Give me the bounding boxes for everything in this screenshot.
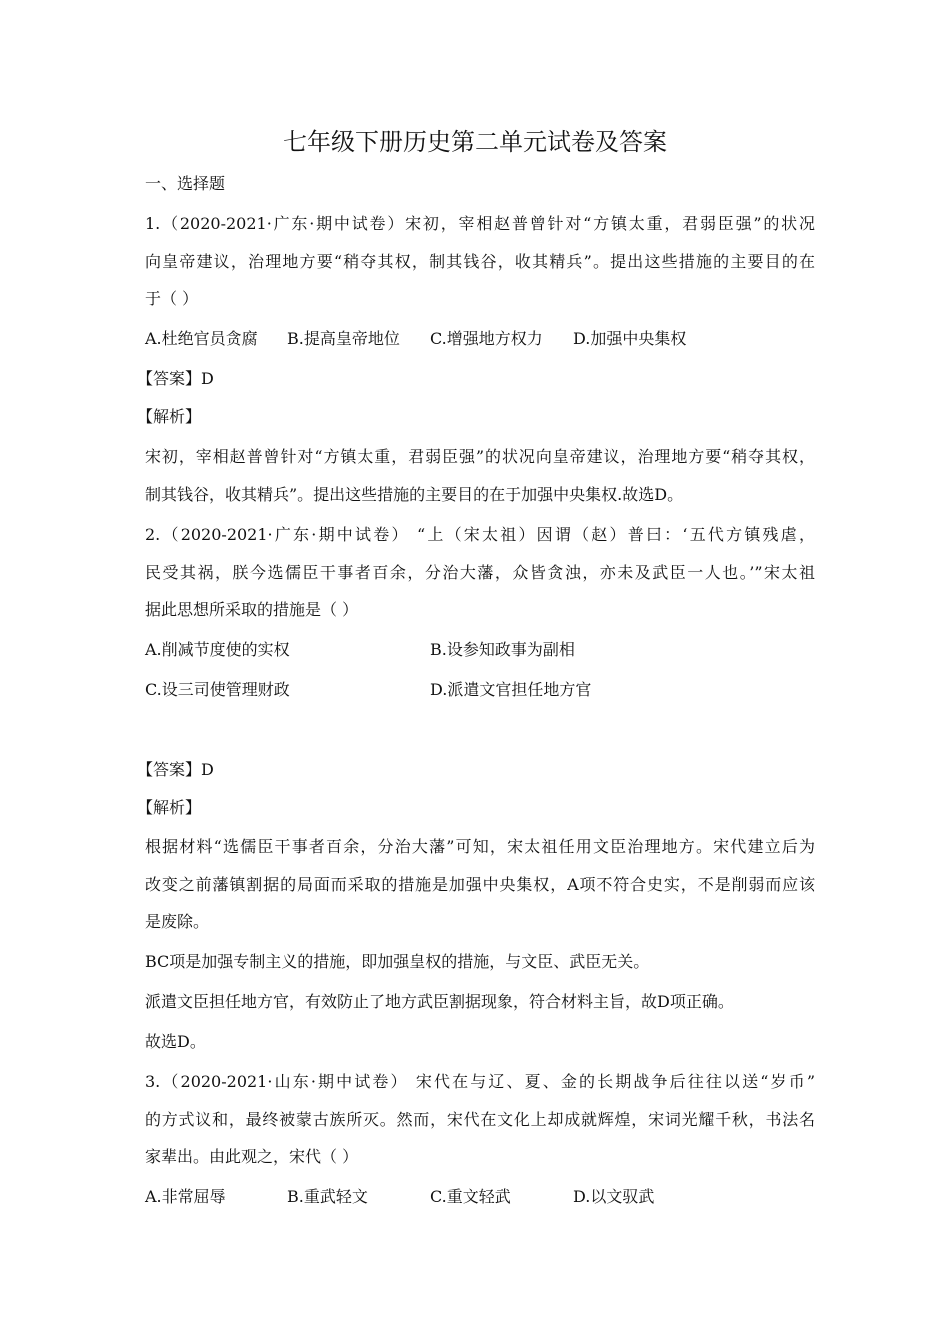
question-2-analysis: BC项是加强专制主义的措施，即加强皇权的措施，与文臣、武臣无关。 xyxy=(145,952,650,971)
question-1-option-a: A.杜绝官员贪腐 xyxy=(145,329,258,348)
question-2-analysis: 故选D。 xyxy=(145,1032,206,1051)
question-2-analysis: 根据材料“选儒臣干事者百余，分治大藩”可知，宋太祖任用文臣治理地方。宋代建立后为 xyxy=(145,837,815,856)
question-1-text: 1.（2020-2021·广东·期中试卷）宋初，宰相赵普曾针对“方镇太重，君弱臣强”的状况 xyxy=(145,214,815,233)
question-2-text: 民受其祸，朕今选儒臣干事者百余，分治大藩，众皆贪浊，亦未及武臣一人也。’”宋太祖 xyxy=(145,563,815,582)
question-3-text: 3.（2020-2021·山东·期中试卷） 宋代在与辽、夏、金的长期战争后往往以送“岁币” xyxy=(145,1072,815,1091)
question-2-option-d: D.派遣文官担任地方官 xyxy=(430,680,592,699)
question-2-option-b: B.设参知政事为副相 xyxy=(430,640,575,659)
question-2-analysis: 是废除。 xyxy=(145,912,210,931)
question-1-text: 向皇帝建议，治理地方要“稍夺其权，制其钱谷，收其精兵”。提出这些措施的主要目的在 xyxy=(145,252,815,271)
question-1-analysis: 制其钱谷，收其精兵”。提出这些措施的主要目的在于加强中央集权.故选D。 xyxy=(145,485,684,504)
question-1-option-c: C.增强地方权力 xyxy=(430,329,543,348)
question-1-analysis-label: 【解析】 xyxy=(137,407,202,426)
question-1-option-d: D.加强中央集权 xyxy=(573,329,687,348)
question-2-text: 2.（2020-2021·广东·期中试卷） “上（宋太祖）因谓（赵）普曰：‘五代方镇残虐， xyxy=(145,525,815,544)
question-3-option-d: D.以文驭武 xyxy=(573,1187,655,1206)
question-3-text: 家辈出。由此观之，宋代（ ） xyxy=(145,1147,359,1166)
question-1-answer: 【答案】D xyxy=(137,369,214,388)
question-2-option-c: C.设三司使管理财政 xyxy=(145,680,290,699)
question-3-option-c: C.重文轻武 xyxy=(430,1187,511,1206)
question-3-text: 的方式议和，最终被蒙古族所灭。然而，宋代在文化上却成就辉煌，宋词光耀千秋，书法名 xyxy=(145,1110,815,1129)
question-2-analysis-label: 【解析】 xyxy=(137,798,202,817)
question-1-analysis: 宋初，宰相赵普曾针对“方镇太重，君弱臣强”的状况向皇帝建议，治理地方要“稍夺其权， xyxy=(145,447,815,466)
question-2-text: 据此思想所采取的措施是（ ） xyxy=(145,600,359,619)
question-1-text: 于（ ） xyxy=(145,289,199,308)
question-3-option-a: A.非常屈辱 xyxy=(145,1187,226,1206)
question-2-analysis: 派遣文臣担任地方官，有效防止了地方武臣割据现象，符合材料主旨，故D项正确。 xyxy=(145,992,734,1011)
question-3-option-b: B.重武轻文 xyxy=(287,1187,368,1206)
question-2-answer: 【答案】D xyxy=(137,760,214,779)
question-2-option-a: A.削减节度使的实权 xyxy=(145,640,290,659)
section-heading: 一、选择题 xyxy=(145,174,226,193)
question-2-analysis: 改变之前藩镇割据的局面而采取的措施是加强中央集权，A项不符合史实，不是削弱而应该 xyxy=(145,875,815,894)
page-title: 七年级下册历史第二单元试卷及答案 xyxy=(283,128,667,156)
question-1-option-b: B.提高皇帝地位 xyxy=(287,329,400,348)
